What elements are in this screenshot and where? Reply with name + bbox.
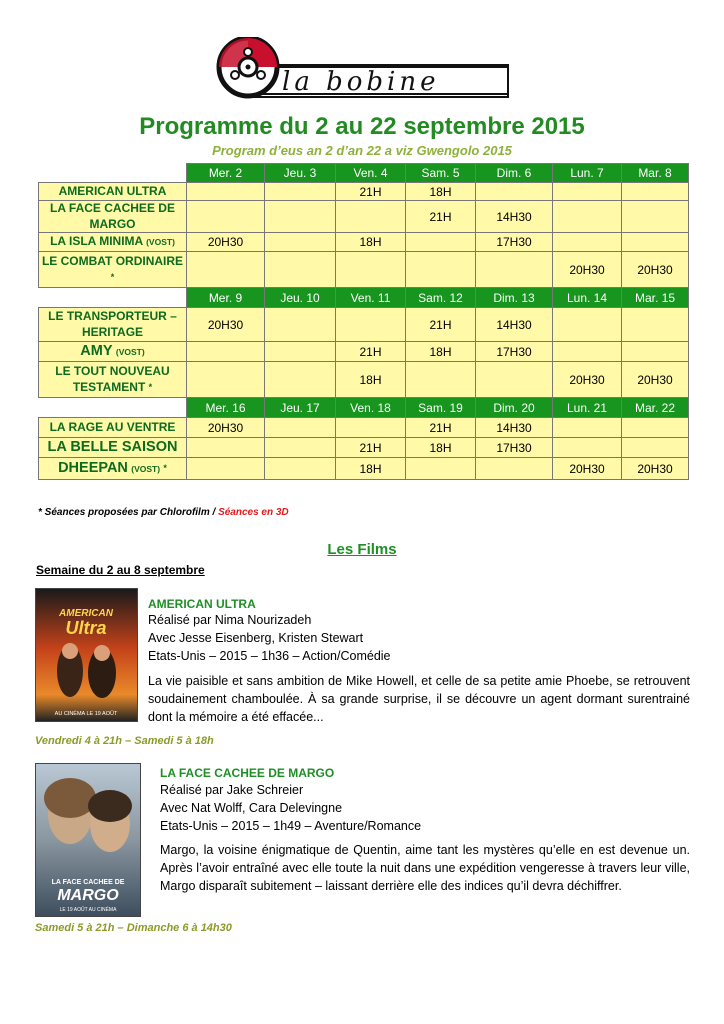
film-info bbox=[148, 611, 391, 665]
showtime-cell bbox=[553, 308, 622, 342]
svg-text:Ultra: Ultra bbox=[65, 618, 107, 638]
film-name-cell bbox=[39, 233, 187, 252]
film-name-cell bbox=[39, 342, 187, 362]
showtime-cell bbox=[553, 418, 622, 438]
table-row bbox=[39, 308, 689, 342]
showtime-cell bbox=[553, 233, 622, 252]
showtime-cell: 21H bbox=[406, 308, 476, 342]
day-header: Mar. 22 bbox=[622, 398, 689, 418]
film-name: LA RAGE AU VENTRE bbox=[49, 419, 176, 434]
showtime-cell bbox=[265, 418, 336, 438]
day-header: Sam. 12 bbox=[406, 288, 476, 308]
film-name: AMERICAN ULTRA bbox=[58, 183, 167, 198]
showtime-cell bbox=[553, 201, 622, 233]
film-name: LE COMBAT ORDINAIRE bbox=[41, 254, 184, 269]
svg-text:MARGO: MARGO bbox=[57, 887, 119, 904]
film-name: LE TOUT NOUVEAU TESTAMENT bbox=[55, 364, 170, 394]
film-name-cell bbox=[39, 252, 187, 288]
day-header: Lun. 7 bbox=[553, 164, 622, 183]
showtime-cell bbox=[265, 252, 336, 288]
day-header: Lun. 14 bbox=[553, 288, 622, 308]
table-row bbox=[39, 438, 689, 458]
showtime-cell bbox=[187, 183, 265, 201]
showtime-cell bbox=[336, 252, 406, 288]
showtime-cell bbox=[622, 438, 689, 458]
showtime-cell bbox=[336, 308, 406, 342]
vost-tag: (VOST) bbox=[115, 347, 145, 358]
showtime-cell bbox=[622, 233, 689, 252]
day-header: Dim. 13 bbox=[476, 288, 553, 308]
day-header: Ven. 4 bbox=[336, 164, 406, 183]
chlorofilm-star: * bbox=[148, 381, 153, 392]
showtime-cell: 20H30 bbox=[622, 362, 689, 398]
day-header: Jeu. 10 bbox=[265, 288, 336, 308]
showtime-cell: 20H30 bbox=[187, 418, 265, 438]
showtime-cell: 18H bbox=[336, 362, 406, 398]
film-title: LA FACE CACHEE DE MARGO bbox=[160, 766, 335, 780]
showtime-cell: 14H30 bbox=[476, 308, 553, 342]
showtime-cell bbox=[622, 342, 689, 362]
day-header: Mar. 15 bbox=[622, 288, 689, 308]
day-header: Mer. 9 bbox=[187, 288, 265, 308]
poster-american-ultra bbox=[35, 588, 138, 722]
day-header: Dim. 6 bbox=[476, 164, 553, 183]
showtime-cell bbox=[336, 418, 406, 438]
film-schedule: Vendredi 4 à 21h – Samedi 5 à 18h bbox=[35, 735, 214, 747]
showtime-cell: 18H bbox=[406, 183, 476, 201]
showtime-cell: 20H30 bbox=[187, 233, 265, 252]
showtime-cell bbox=[187, 252, 265, 288]
film-cast: Avec Jesse Eisenberg, Kristen Stewart bbox=[148, 631, 364, 645]
blank-cell bbox=[39, 398, 187, 418]
film-director: Réalisé par Jake Schreier bbox=[160, 783, 304, 797]
showtime-cell: 21H bbox=[406, 418, 476, 438]
film-name-cell bbox=[39, 183, 187, 201]
film-name-cell bbox=[39, 201, 187, 233]
film-name: AMY bbox=[80, 343, 113, 360]
vost-tag: (VOST) bbox=[131, 464, 161, 475]
showtime-cell: 20H30 bbox=[187, 308, 265, 342]
showtime-cell: 17H30 bbox=[476, 438, 553, 458]
vost-tag: (VOST) bbox=[146, 237, 175, 248]
showtime-cell: 14H30 bbox=[476, 418, 553, 438]
films-heading: Les Films bbox=[327, 541, 397, 558]
showtime-cell bbox=[476, 458, 553, 480]
day-header: Sam. 5 bbox=[406, 164, 476, 183]
table-row bbox=[39, 418, 689, 438]
film-name-cell bbox=[39, 438, 187, 458]
day-header: Ven. 11 bbox=[336, 288, 406, 308]
showtime-cell bbox=[476, 183, 553, 201]
showtime-cell bbox=[265, 342, 336, 362]
showtime-cell bbox=[406, 362, 476, 398]
page-subtitle: Program d’eus an 2 d’an 22 a viz Gwengolo 2015 bbox=[212, 143, 512, 158]
showtime-cell: 18H bbox=[336, 458, 406, 480]
film-name-cell bbox=[39, 418, 187, 438]
table-row bbox=[39, 252, 689, 288]
showtime-cell: 20H30 bbox=[553, 362, 622, 398]
showtime-cell bbox=[187, 201, 265, 233]
film-title: AMERICAN ULTRA bbox=[148, 597, 256, 611]
day-header-row bbox=[39, 398, 689, 418]
showtime-cell bbox=[406, 252, 476, 288]
showtime-cell: 17H30 bbox=[476, 342, 553, 362]
day-header: Dim. 20 bbox=[476, 398, 553, 418]
showtime-cell bbox=[265, 308, 336, 342]
showtime-cell bbox=[476, 252, 553, 288]
showtime-cell bbox=[187, 458, 265, 480]
film-name: LA BELLE SAISON bbox=[47, 439, 178, 456]
film-director: Réalisé par Nima Nourizadeh bbox=[148, 613, 312, 627]
week-label: Semaine du 2 au 8 septembre bbox=[36, 563, 205, 577]
poster-caption: LE 19 AOÛT AU CINÉMA bbox=[59, 907, 117, 913]
chlorofilm-star: * bbox=[163, 463, 167, 474]
day-header: Mer. 16 bbox=[187, 398, 265, 418]
showtime-cell: 21H bbox=[336, 438, 406, 458]
day-header-row bbox=[39, 164, 689, 183]
poster-caption: AU CINÉMA LE 19 AOÛT bbox=[54, 711, 118, 717]
table-row bbox=[39, 233, 689, 252]
showtime-cell bbox=[265, 438, 336, 458]
film-schedule: Samedi 5 à 21h – Dimanche 6 à 14h30 bbox=[35, 922, 232, 934]
showtime-cell bbox=[622, 183, 689, 201]
film-meta: Etats-Unis – 2015 – 1h49 – Aventure/Romance bbox=[160, 819, 422, 833]
showtime-cell bbox=[265, 362, 336, 398]
showtime-cell: 20H30 bbox=[553, 252, 622, 288]
film-synopsis: Margo, la voisine énigmatique de Quentin, aime tant les mystères qu’elle en est devenue un. Après l’avoir entraîné avec elle toute la nuit dans une expédition vengeresse à travers leur ville, Margo disparaît subitement – laissant derrière elle des indices qu’il devra déchiffrer. bbox=[160, 843, 690, 893]
blank-cell bbox=[39, 288, 187, 308]
showtime-cell: 21H bbox=[406, 201, 476, 233]
showtime-cell: 18H bbox=[406, 342, 476, 362]
showtime-cell bbox=[553, 342, 622, 362]
showtime-cell bbox=[265, 183, 336, 201]
day-header: Mar. 8 bbox=[622, 164, 689, 183]
film-name: LA ISLA MINIMA bbox=[50, 234, 143, 249]
film-name-cell bbox=[39, 308, 187, 342]
logo-text: la bobine bbox=[282, 67, 440, 97]
blank-cell bbox=[39, 164, 187, 183]
footnote bbox=[38, 507, 289, 518]
showtime-cell bbox=[265, 458, 336, 480]
day-header-row bbox=[39, 288, 689, 308]
film-name: LA FACE CACHEE DE MARGO bbox=[50, 201, 175, 231]
film-info bbox=[160, 781, 421, 835]
showtime-cell bbox=[265, 201, 336, 233]
film-name: LE TRANSPORTEUR – HERITAGE bbox=[48, 309, 177, 339]
day-header: Jeu. 3 bbox=[265, 164, 336, 183]
footnote-3d: Séances en 3D bbox=[218, 507, 289, 518]
showtime-cell bbox=[187, 362, 265, 398]
table-row bbox=[39, 342, 689, 362]
showtime-cell bbox=[553, 438, 622, 458]
showtime-cell: 20H30 bbox=[553, 458, 622, 480]
day-header: Ven. 18 bbox=[336, 398, 406, 418]
showtime-cell bbox=[187, 438, 265, 458]
table-row bbox=[39, 458, 689, 480]
film-meta: Etats-Unis – 2015 – 1h36 – Action/Comédie bbox=[148, 649, 391, 663]
chlorofilm-star: * bbox=[110, 271, 115, 282]
table-row bbox=[39, 183, 689, 201]
table-row bbox=[39, 201, 689, 233]
showtime-cell bbox=[622, 201, 689, 233]
day-header: Lun. 21 bbox=[553, 398, 622, 418]
film-cast: Avec Nat Wolff, Cara Delevingne bbox=[160, 801, 343, 815]
poster-la-face-cachee-de-margo bbox=[35, 763, 141, 917]
la-bobine-logo bbox=[214, 37, 510, 111]
film-name-cell bbox=[39, 458, 187, 480]
svg-text:LA FACE CACHEE DE: LA FACE CACHEE DE bbox=[51, 879, 125, 886]
day-header: Jeu. 17 bbox=[265, 398, 336, 418]
showtime-cell: 17H30 bbox=[476, 233, 553, 252]
showtime-cell: 20H30 bbox=[622, 252, 689, 288]
showtime-cell: 20H30 bbox=[622, 458, 689, 480]
showtime-cell: 21H bbox=[336, 342, 406, 362]
showtime-cell bbox=[476, 362, 553, 398]
showtime-cell bbox=[553, 183, 622, 201]
showtime-cell: 18H bbox=[406, 438, 476, 458]
showtime-cell bbox=[622, 418, 689, 438]
showtime-cell: 18H bbox=[336, 233, 406, 252]
showtime-cell bbox=[336, 201, 406, 233]
showtime-cell: 21H bbox=[336, 183, 406, 201]
schedule-table bbox=[38, 163, 689, 480]
showtime-cell bbox=[187, 342, 265, 362]
film-name: DHEEPAN bbox=[58, 460, 128, 477]
showtime-cell: 14H30 bbox=[476, 201, 553, 233]
day-header: Mer. 2 bbox=[187, 164, 265, 183]
film-name-cell bbox=[39, 362, 187, 398]
table-row bbox=[39, 362, 689, 398]
film-synopsis: La vie paisible et sans ambition de Mike Howell, et celle de sa petite amie Phoebe, se retrouvent soudainement chamboulée. À sa grande surprise, il se découvre un agent dormant surentrainé dont la mémoire a été effacée... bbox=[148, 674, 690, 724]
day-header: Sam. 19 bbox=[406, 398, 476, 418]
page-title: Programme du 2 au 22 septembre 2015 bbox=[139, 113, 585, 140]
showtime-cell bbox=[406, 458, 476, 480]
showtime-cell bbox=[406, 233, 476, 252]
svg-text:AMERICAN: AMERICAN bbox=[59, 608, 113, 619]
showtime-cell bbox=[265, 233, 336, 252]
showtime-cell bbox=[622, 308, 689, 342]
footnote-text: * Séances proposées par Chlorofilm / bbox=[38, 507, 219, 518]
